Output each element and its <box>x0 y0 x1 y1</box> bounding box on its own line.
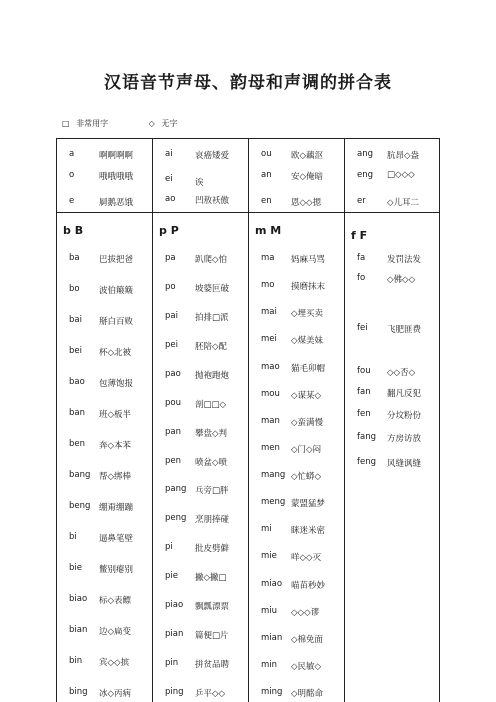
syllable-pinyin: bian <box>69 625 88 635</box>
final-syllable: ao <box>165 194 176 204</box>
syllable-characters: ◇民敏◇ <box>291 661 322 672</box>
syllable-characters: ◇谋某◇ <box>291 390 322 401</box>
syllable-characters: 发罚法发 <box>387 255 422 265</box>
syllable-characters: 剖□□◇ <box>195 399 227 410</box>
syllable-pinyin: biao <box>69 594 88 604</box>
final-characters: 安◇俺暗 <box>291 172 324 182</box>
syllable-pinyin: ben <box>69 439 86 449</box>
final-syllable: ou <box>261 149 272 159</box>
syllable-characters: 包薄饱报 <box>99 379 134 389</box>
final-syllable: e <box>69 196 75 206</box>
syllable-pinyin: pi <box>165 542 173 553</box>
syllable-pinyin: ma <box>261 253 275 263</box>
final-characters: 哦哦哦哦 <box>99 172 134 182</box>
syllable-characters: 边◇扁变 <box>99 627 132 637</box>
column-divider <box>248 139 249 702</box>
syllable-characters: 拍排□派 <box>195 312 229 323</box>
syllable-characters: 乒平◇◇ <box>195 689 226 699</box>
syllable-characters: 眯迷米密 <box>291 526 326 537</box>
syllable-characters: 篇便□片 <box>195 631 229 642</box>
syllable-characters: 分坟粉份 <box>387 411 422 421</box>
syllable-pinyin: man <box>261 415 280 426</box>
syllable-characters: 逼鼻笔壁 <box>99 534 134 544</box>
syllable-pinyin: pian <box>165 629 184 640</box>
syllable-characters: ◇◇◇谬 <box>291 607 320 618</box>
syllable-characters: ◇蛮满慢 <box>291 417 324 428</box>
syllable-pinyin: ban <box>69 408 85 418</box>
syllable-pinyin: fo <box>357 273 366 283</box>
syllable-pinyin: fang <box>357 432 376 442</box>
syllable-characters: 飘瓢漂票 <box>195 602 230 613</box>
legend-none-text: 无字 <box>161 119 178 128</box>
syllable-pinyin: bao <box>69 377 85 387</box>
legend-rare-text: 非常用字 <box>76 119 109 128</box>
syllable-characters: 胚陪◇配 <box>195 341 228 352</box>
syllable-pinyin: bo <box>69 284 80 294</box>
syllable-pinyin: pei <box>165 339 178 350</box>
syllable-table <box>56 138 440 702</box>
syllable-pinyin: bei <box>69 346 82 356</box>
syllable-characters: 风缝讽缝 <box>387 459 422 469</box>
syllable-characters: ◇佛◇◇ <box>387 275 416 285</box>
syllable-pinyin: meng <box>261 497 286 508</box>
syllable-pinyin: pou <box>165 397 181 408</box>
syllable-characters: ◇埋买卖 <box>291 309 324 320</box>
syllable-characters: 撇◇撇□ <box>195 573 227 584</box>
syllable-characters: ◇棉免面 <box>291 634 324 645</box>
final-characters: 欧◇藕沤 <box>291 151 324 161</box>
page-title: 汉语音节声母、韵母和声调的拼合表 <box>104 73 392 93</box>
syllable-pinyin: bing <box>69 687 88 697</box>
syllable-pinyin: pen <box>165 455 182 466</box>
final-syllable: ei <box>165 174 173 184</box>
final-characters: 屙鹅恶饿 <box>99 198 134 208</box>
syllable-characters: 翻凡反犯 <box>387 389 422 399</box>
syllable-characters: 妈麻马骂 <box>291 255 326 265</box>
final-syllable: er <box>357 196 366 206</box>
syllable-pinyin: ba <box>69 253 80 263</box>
syllable-pinyin: ming <box>261 687 283 697</box>
syllable-characters: 帮◇绑棒 <box>99 472 132 482</box>
final-characters: 凹敖袄傲 <box>195 196 230 206</box>
syllable-characters: 奔◇本苯 <box>99 441 132 451</box>
syllable-characters: 坡婆叵破 <box>195 283 230 294</box>
syllable-characters: ◇门◇闷 <box>291 444 322 455</box>
column-divider <box>344 139 345 702</box>
final-characters: 啊啊啊啊 <box>99 151 134 161</box>
syllable-characters: 绷甭绷蹦 <box>99 503 134 513</box>
syllable-pinyin: mang <box>261 470 286 480</box>
syllable-pinyin: fa <box>357 253 366 263</box>
syllable-pinyin: pai <box>165 310 178 321</box>
final-syllable: eng <box>357 170 374 180</box>
syllable-characters: 掰白百败 <box>99 317 134 327</box>
syllable-pinyin: mian <box>261 632 283 643</box>
final-syllable: o <box>69 170 75 180</box>
syllable-pinyin: mao <box>261 361 280 372</box>
syllable-characters: 抛袍跑炮 <box>195 370 230 381</box>
syllable-pinyin: men <box>261 442 280 453</box>
syllable-characters: 烹朋捧碰 <box>195 515 230 526</box>
syllable-pinyin: pa <box>165 253 176 263</box>
syllable-pinyin: pan <box>165 426 181 437</box>
syllable-pinyin: pang <box>165 484 187 495</box>
syllable-pinyin: fei <box>357 323 368 333</box>
syllable-pinyin: bi <box>69 532 77 542</box>
syllable-characters: 冰◇丙病 <box>99 689 132 699</box>
final-syllable: an <box>261 170 272 180</box>
syllable-characters: 标◇表鳔 <box>99 596 132 606</box>
syllable-pinyin: mo <box>261 280 275 291</box>
syllable-pinyin: miao <box>261 578 283 589</box>
syllable-characters: 摸磨抹末 <box>291 282 326 293</box>
syllable-characters: ◇煤美妹 <box>291 336 324 347</box>
syllable-pinyin: mei <box>261 334 277 345</box>
syllable-characters: 波伯簸簸 <box>99 286 134 296</box>
syllable-characters: 宾◇◇摈 <box>99 658 130 668</box>
legend-none-symbol: ◇ <box>148 119 155 128</box>
syllable-characters: 班◇板半 <box>99 410 132 420</box>
final-characters: 诶 <box>195 178 204 188</box>
final-characters: ◇儿耳二 <box>387 198 420 208</box>
syllable-pinyin: bai <box>69 315 82 325</box>
syllable-pinyin: mai <box>261 307 277 318</box>
syllable-characters: 飞肥匪费 <box>387 325 422 335</box>
final-characters: 哀癌矮爱 <box>195 151 230 161</box>
final-characters: 恩◇◇摁 <box>291 198 322 208</box>
final-syllable: ang <box>357 149 373 159</box>
syllable-characters: 蒙盟猛梦 <box>291 499 326 510</box>
legend-rare-symbol: □ <box>62 119 70 128</box>
final-syllable: ai <box>165 149 173 159</box>
final-syllable: a <box>69 149 75 159</box>
syllable-pinyin: bin <box>69 656 83 666</box>
syllable-pinyin: mi <box>261 524 272 535</box>
syllable-characters: 方房访放 <box>387 434 422 444</box>
syllable-pinyin: beng <box>69 501 91 511</box>
row-divider <box>57 212 439 213</box>
syllable-characters: 喵苗秒妙 <box>291 580 326 591</box>
syllable-pinyin: min <box>261 659 278 670</box>
syllable-pinyin: fen <box>357 409 371 419</box>
initial-header: m M <box>255 224 282 237</box>
final-characters: 肮昂◇盎 <box>387 151 420 161</box>
syllable-pinyin: bang <box>69 470 91 480</box>
syllable-pinyin: pie <box>165 571 178 582</box>
syllable-characters: 巴拔把爸 <box>99 255 134 265</box>
syllable-pinyin: po <box>165 281 176 292</box>
syllable-pinyin: miu <box>261 605 278 616</box>
syllable-characters: ◇忙蟒◇ <box>291 472 322 482</box>
syllable-pinyin: feng <box>357 457 377 467</box>
syllable-pinyin: ping <box>165 687 184 697</box>
syllable-pinyin: mie <box>261 551 277 562</box>
syllable-characters: 鳖别瘪别 <box>99 565 134 575</box>
syllable-pinyin: piao <box>165 600 184 611</box>
syllable-characters: 乓旁□胖 <box>195 486 229 497</box>
initial-header: f F <box>351 229 368 242</box>
syllable-pinyin: pin <box>165 658 179 669</box>
final-syllable: en <box>261 196 272 206</box>
syllable-pinyin: fou <box>357 366 371 376</box>
syllable-pinyin: mou <box>261 388 280 399</box>
syllable-pinyin: pao <box>165 368 181 379</box>
legend <box>62 118 181 129</box>
initial-header: p P <box>159 224 179 237</box>
syllable-pinyin: peng <box>165 513 187 524</box>
final-characters: □◇◇◇ <box>387 170 415 180</box>
initial-header: b B <box>63 224 84 237</box>
syllable-characters: 杯◇北被 <box>99 348 132 358</box>
syllable-characters: 拼贫品聘 <box>195 660 230 671</box>
syllable-characters: 批皮劈僻 <box>195 544 230 555</box>
syllable-characters: ◇明酩命 <box>291 689 324 699</box>
syllable-characters: 咩◇◇灭 <box>291 553 322 564</box>
syllable-characters: 猫毛卯帽 <box>291 363 326 374</box>
syllable-pinyin: fan <box>357 387 371 397</box>
syllable-characters: 喷盆◇喷 <box>195 457 228 468</box>
syllable-pinyin: bie <box>69 563 82 573</box>
syllable-characters: 趴爬◇怕 <box>195 255 228 265</box>
syllable-characters: 攀盘◇判 <box>195 428 228 439</box>
column-divider <box>152 139 153 702</box>
syllable-characters: ◇◇否◇ <box>387 368 416 378</box>
